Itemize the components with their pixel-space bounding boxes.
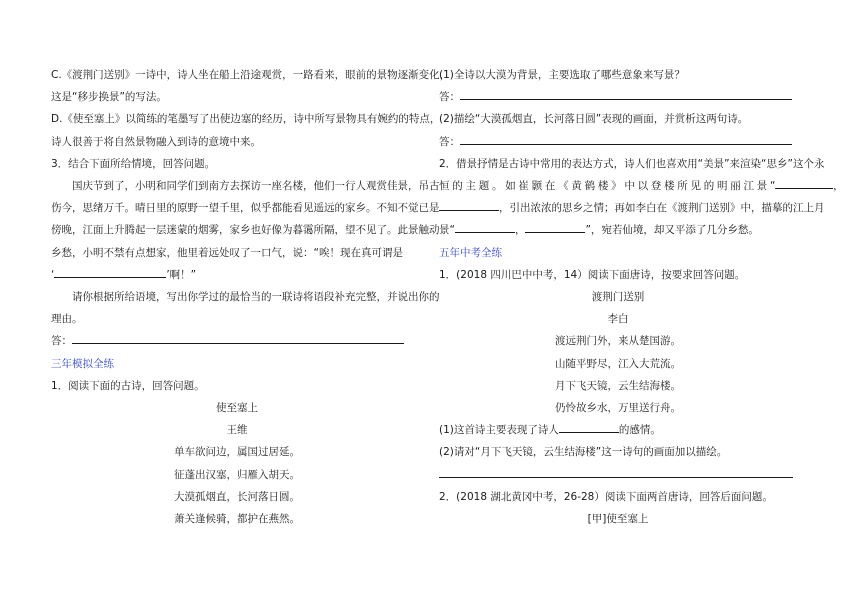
story-line-1: 国庆节到了，小明和同学们到南方去探访一座名楼，他们一行人观赏佳景，吊古 [72, 180, 440, 193]
fill-blank[interactable] [559, 419, 619, 433]
answer-line-right-2 [439, 131, 797, 153]
poem-line: 萧关逢候骑，都护在燕然。 [174, 513, 300, 526]
quote-open: ‘ [51, 268, 55, 281]
poem-title-left: 使至塞上 [216, 402, 258, 415]
question-3: 3．结合下面所给情境，回答问题。 [51, 157, 216, 170]
question-2-line-2 [439, 175, 844, 197]
answer-label: 答： [439, 91, 460, 104]
answer-blank[interactable] [460, 86, 792, 100]
poem-line: 渡远荆门外，来从楚国游。 [555, 335, 681, 348]
poem-title-right: 渡荆门送别 [591, 291, 645, 304]
question-2-line-4 [439, 219, 797, 241]
poem2-title: [甲]使至塞上 [587, 513, 649, 526]
ask-line-2: 理由。 [51, 313, 83, 326]
answer-label: 答： [439, 135, 460, 148]
answer-line-right-3 [439, 464, 797, 486]
ask-line-1: 请你根据所给语境，写出你学过的最恰当的一联诗将语段补充完整，并说出你的 [72, 291, 440, 304]
poem-author-right: 李白 [607, 313, 629, 326]
quote-close: ’啊！” [166, 268, 197, 281]
fill-blank[interactable] [775, 176, 833, 189]
fill-blank[interactable] [455, 220, 515, 233]
option-d-line-1: D.《使至塞上》以简练的笔墨写了出使边塞的经历，诗中所写景物具有婉约的特点， [51, 113, 441, 126]
question-1-left: 1．阅读下面的古诗，回答问题。 [51, 379, 205, 392]
story-line-5 [51, 264, 423, 286]
sub-question-3 [439, 419, 797, 441]
sub3-text: 的感情。 [618, 424, 661, 437]
story-line-3: 傍晚，江面上升腾起一层迷蒙的烟雾，家乡也好像为暮霭所隔，望不见了。此景触动 [51, 224, 440, 237]
poem-line: 大漠孤烟直，长河落日圆。 [174, 490, 300, 503]
option-c-line-2: 这是“移步换景”的写法。 [51, 91, 167, 104]
poem-line: 月下飞天镜，云生结海楼。 [555, 379, 681, 392]
q2-text: ”，宛若仙境，却又平添了几分乡愁。 [585, 224, 759, 237]
answer-blank[interactable] [439, 464, 793, 478]
question-1-right: 1．(2018 四川巴中中考，14）阅读下面唐诗，按要求回答问题。 [439, 268, 746, 281]
poem-author-left: 王维 [226, 424, 248, 437]
q2-text: ，引出浓浓的思乡之情；再如李白在《渡荆门送别》中，描摹的江上月 [499, 202, 825, 215]
q2-text: 恒 的 主 题 。 如 崔 颢 在 《 黄 鹤 楼 》 中 以 登 楼 所 见 的 明 丽 江 景 “ [439, 180, 776, 193]
answer-label: 答： [51, 335, 72, 348]
question-2-right: 2．(2018 湖北黄冈中考，26-28）阅读下面两首唐诗，回答后面问题。 [439, 490, 773, 503]
answer-blank[interactable] [460, 131, 792, 145]
story-line-4: 乡愁，小明不禁有点想家，他里着远处叹了一口气，说：“唉！现在真可谓是 [51, 246, 403, 259]
left-column [51, 64, 451, 530]
sub-question-2: (2)描绘“大漠孤烟直，长河落日圆”表现的画面，并赏析这两句诗。 [439, 113, 749, 126]
sub-question-1: (1)全诗以大漠为背景，主要选取了哪些意象来写景？ [439, 69, 685, 81]
answer-line-left [51, 330, 423, 352]
story-blank[interactable] [54, 264, 166, 278]
section-heading-three-year: 三年模拟全练 [51, 357, 114, 370]
answer-line-right-1 [439, 86, 797, 108]
story-line-2: 伤今，思绪万千。晴日里的原野一望千里，似乎都能看见遥远的家乡。不知不觉已是 [51, 202, 440, 215]
poem-line: 征蓬出汉塞，归雁入胡天。 [174, 468, 300, 481]
fill-blank[interactable] [439, 198, 499, 211]
question-2-line-1: 2．借景抒情是古诗中常用的表达方式，诗人们也喜欢用“美景”来渲染“思乡”这个永 [439, 157, 825, 170]
option-c-line-1: C.《渡荆门送别》一诗中，诗人坐在船上沿途观赏，一路看来，眼前的景物逐渐变化， [51, 69, 451, 81]
sub3-text: (1)这首诗主要表现了诗人 [439, 424, 559, 437]
fill-blank[interactable] [525, 220, 585, 233]
poem-line: 单车欲问边，属国过居延。 [174, 446, 300, 459]
poem-line: 仍怜故乡水，万里送行舟。 [555, 402, 681, 415]
right-column [439, 64, 844, 530]
sub-question-4: (2)请对“月下飞天镜，云生结海楼”这一诗句的画面加以描绘。 [439, 446, 728, 459]
q2-text: 景“ [439, 224, 455, 237]
answer-blank[interactable] [72, 330, 404, 344]
option-d-line-2: 诗人很善于将自然景物融入到诗的意境中来。 [51, 135, 261, 148]
poem-line: 山随平野尽，江入大荒流。 [555, 357, 681, 370]
comma: ， [514, 224, 526, 237]
comma: ， [833, 180, 844, 193]
section-heading-five-year: 五年中考全练 [439, 246, 502, 259]
question-2-line-3 [439, 197, 825, 219]
